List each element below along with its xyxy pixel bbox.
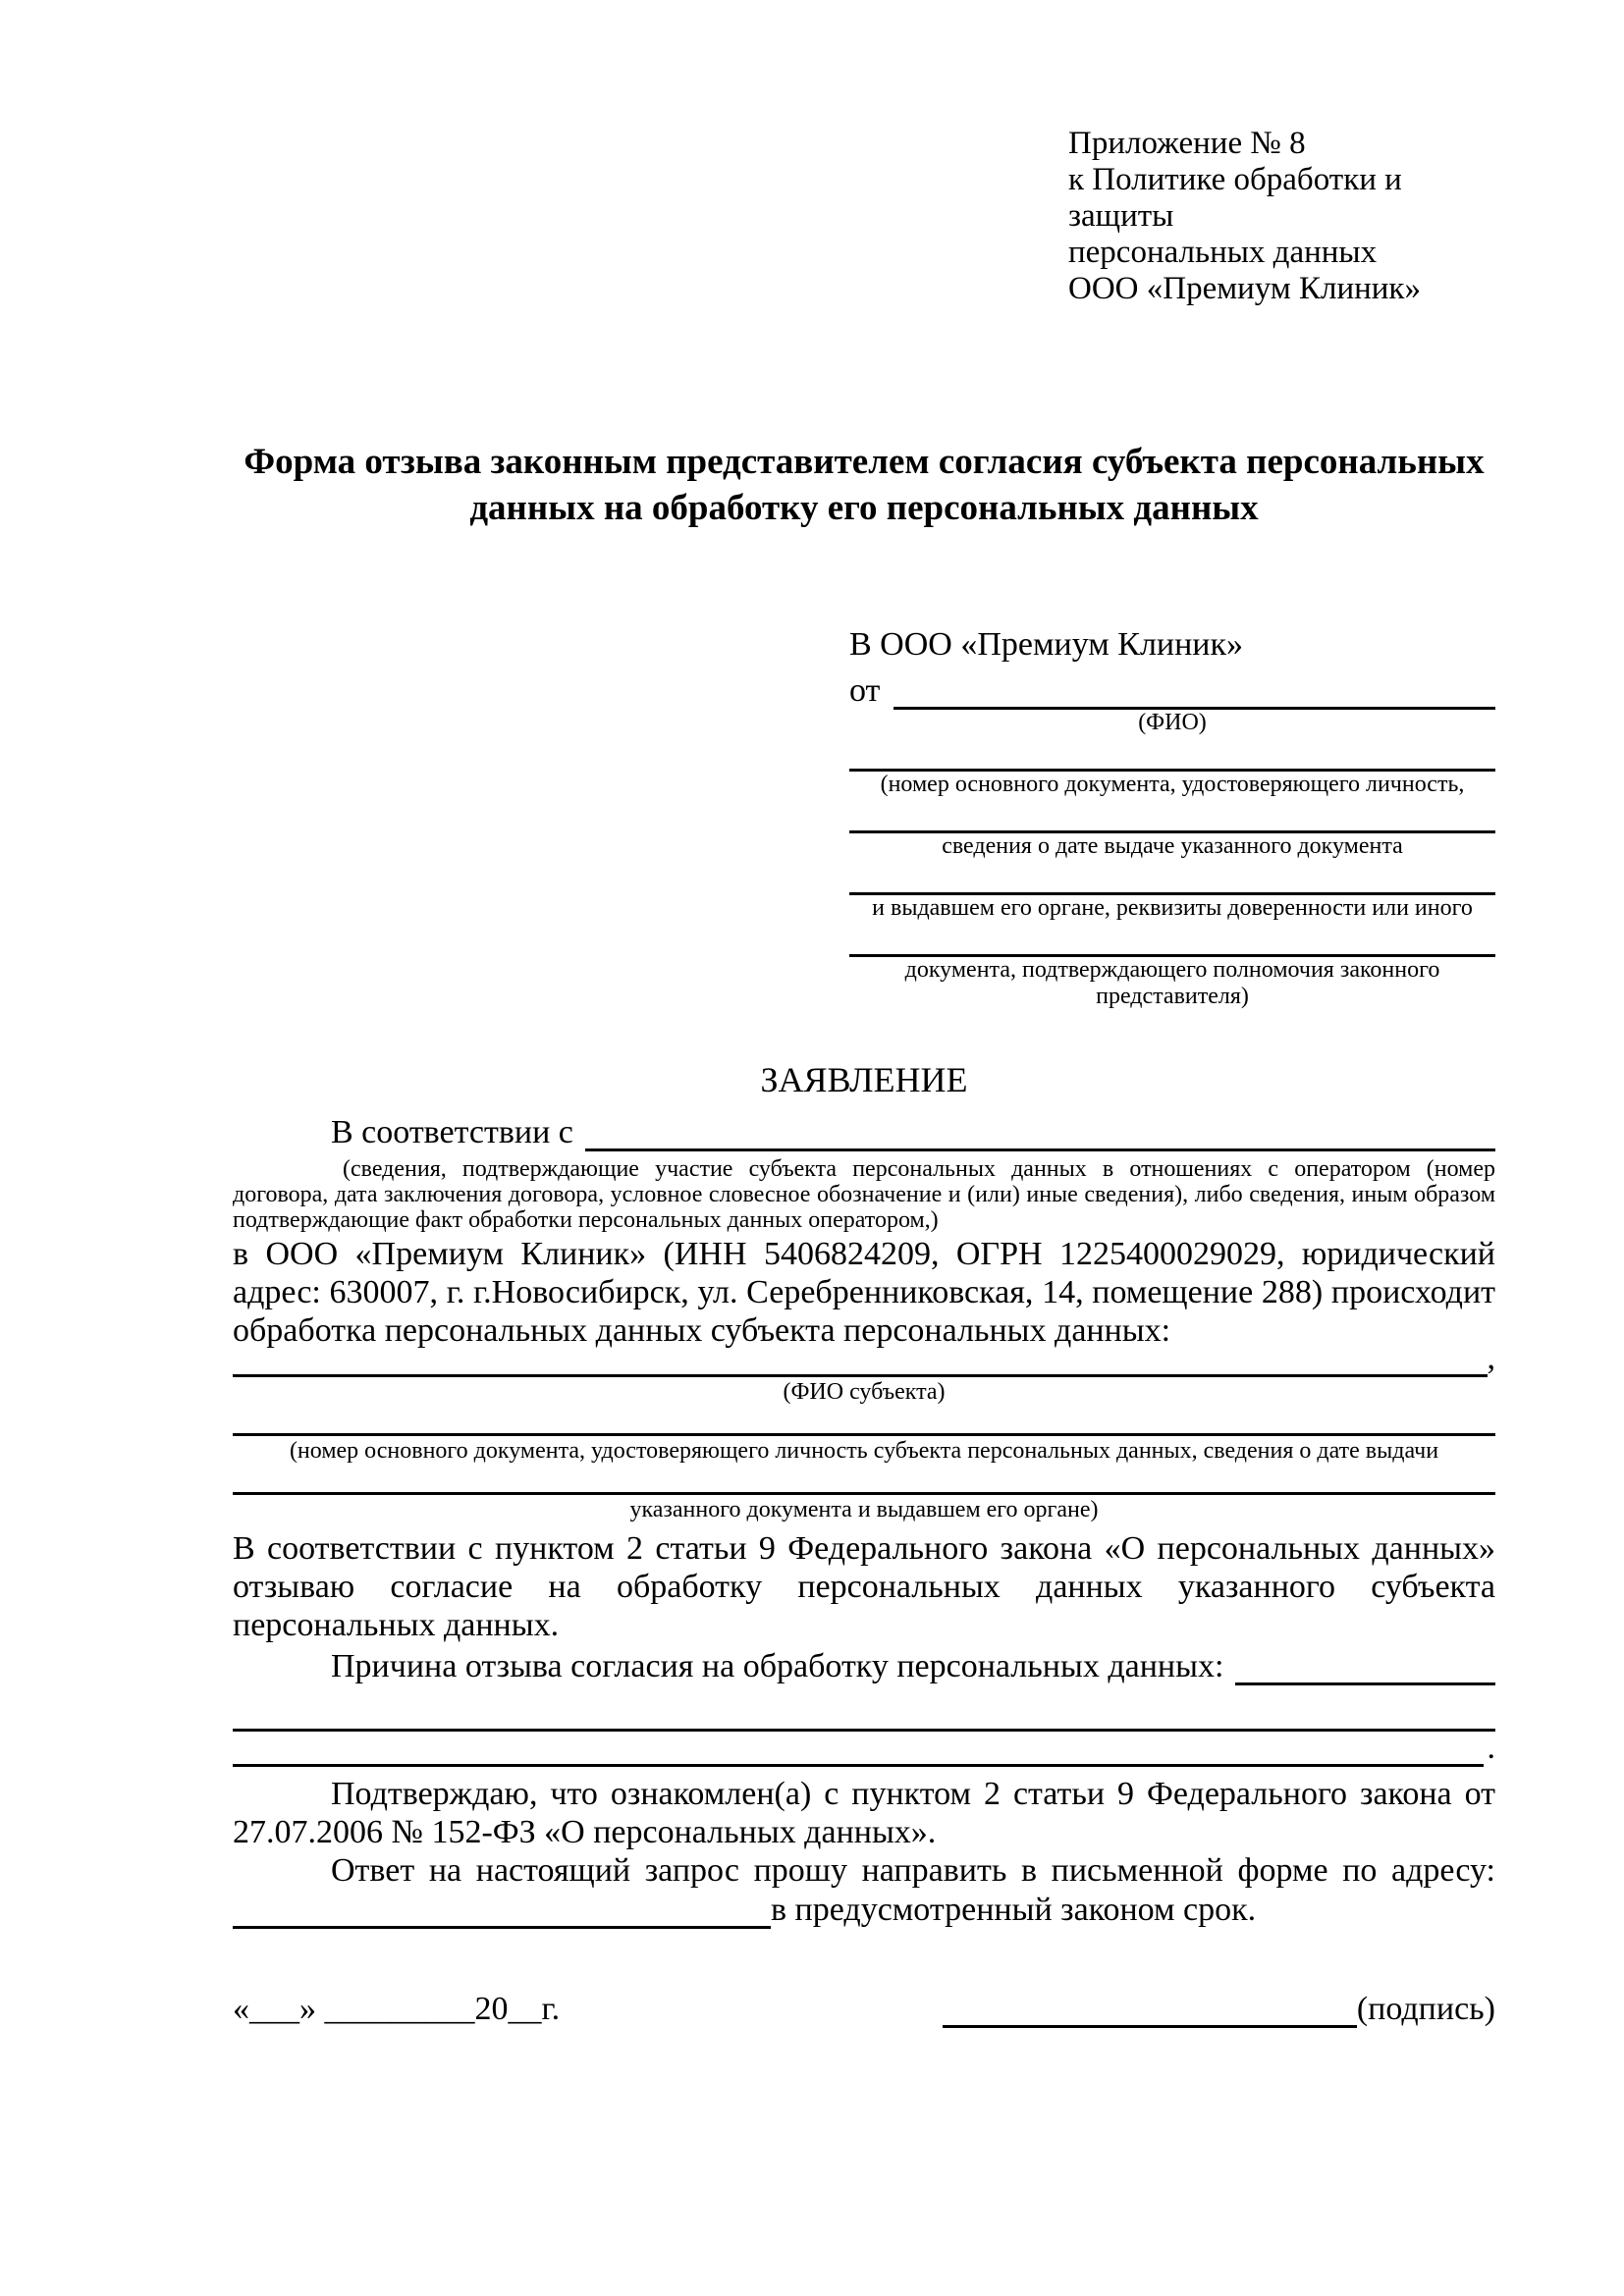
reason-blank-line	[1235, 1641, 1495, 1685]
subject-doc-caption: указанного документа и выдавшем его органе)	[629, 1497, 1099, 1522]
intro-caption: (сведения, подтверждающие участие субъекта персональных данных в отношениях с оператором (номер договора, дата заключения договора, условное словесное обозначение и (или) иные сведения), либо сведения, иным образом подтверждающие факт обработки персональных данных оператором,)	[233, 1156, 1495, 1233]
appendix-line: Приложение № 8	[1068, 126, 1306, 161]
document-title: Форма отзыва законным представителем согласия субъекта персональных данных на обработку его персональных данных	[244, 442, 1485, 528]
signature-group	[943, 1990, 1495, 2028]
doc-field-row	[849, 922, 1495, 1010]
subject-fio-row	[233, 1340, 1495, 1377]
doc-blank-line	[849, 860, 1495, 895]
from-row	[849, 665, 1495, 710]
doc-field-caption: (номер основного документа, удостоверяющего личность,	[880, 772, 1465, 797]
footer-row	[233, 1990, 1495, 2028]
appendix-block	[1068, 126, 1495, 307]
reply-suffix: в предусмотренный законом срок.	[771, 1892, 1257, 1928]
appendix-line: к Политике обработки и защиты	[1068, 162, 1402, 234]
recipient-block	[849, 625, 1495, 1010]
reason-blank-line-3-row	[233, 1732, 1495, 1767]
reply-address-row	[233, 1890, 1495, 1929]
appendix-line: персональных данных	[1068, 235, 1378, 270]
recipient-to: В ООО «Премиум Клиник»	[849, 626, 1244, 663]
subject-line-suffix: ,	[1487, 1340, 1495, 1376]
reason-blank-line-3	[233, 1729, 1484, 1767]
subject-doc-blank-line	[233, 1465, 1495, 1495]
operator-paragraph: в ООО «Премиум Клиник» (ИНН 5406824209, ОГРН 1225400029029, юридический адрес: 630007, г. г.Новосибирск, ул. Серебренниковская, 14, помещение 288) происходит обработка персональных данных субъекта персональных данных:	[233, 1236, 1495, 1349]
intro-blank-line	[585, 1105, 1495, 1151]
subject-doc-blank-line	[233, 1406, 1495, 1436]
signature-blank-line	[943, 1992, 1357, 2028]
address-blank-line	[233, 1887, 771, 1929]
blank-line-suffix: .	[1487, 1730, 1495, 1766]
from-blank-line	[893, 662, 1495, 710]
fio-caption: (ФИО)	[1138, 710, 1207, 735]
reason-row	[233, 1644, 1495, 1685]
from-label: от	[849, 672, 881, 709]
doc-blank-line	[849, 736, 1495, 772]
doc-field-caption: сведения о дате выдаче указанного документа	[942, 833, 1403, 859]
doc-field-row	[849, 736, 1495, 798]
reason-blank-line-2	[233, 1685, 1495, 1732]
doc-field-caption: и выдавшем его органе, реквизиты доверенности или иного	[872, 895, 1473, 921]
subject-fio-caption: (ФИО субъекта)	[783, 1379, 946, 1405]
signature-caption: (подпись)	[1356, 1991, 1495, 2027]
doc-blank-line	[849, 922, 1495, 957]
subject-fio-blank-line	[233, 1347, 1488, 1377]
reply-paragraph: Ответ на настоящий запрос прошу направить в письменной форме по адресу:	[331, 1852, 1495, 1889]
statement-heading: ЗАЯВЛЕНИЕ	[760, 1060, 968, 1099]
intro-row	[233, 1108, 1495, 1151]
doc-field-row	[849, 860, 1495, 922]
date-line: «___» _________20__г.	[233, 1991, 561, 2027]
withdrawal-paragraph: В соответствии с пунктом 2 статьи 9 Федерального закона «О персональных данных» отзываю согласие на обработку персональных данных указанного субъекта персональных данных.	[233, 1530, 1495, 1643]
doc-blank-line	[849, 798, 1495, 833]
doc-field-caption: документа, подтверждающего полномочия законного представителя)	[904, 957, 1440, 1009]
reason-label: Причина отзыва согласия на обработку персональных данных:	[331, 1648, 1224, 1684]
appendix-line: ООО «Премиум Клиник»	[1068, 271, 1421, 306]
subject-doc-caption: (номер основного документа, удостоверяющего личность субъекта персональных данных, сведения о дате выдачи	[289, 1438, 1439, 1464]
intro-label: В соответствии с	[331, 1114, 573, 1150]
confirm-paragraph: Подтверждаю, что ознакомлен(а) с пунктом 2 статьи 9 Федерального закона от 27.07.2006 № 152-ФЗ «О персональных данных».	[233, 1776, 1495, 1850]
doc-field-row	[849, 798, 1495, 860]
